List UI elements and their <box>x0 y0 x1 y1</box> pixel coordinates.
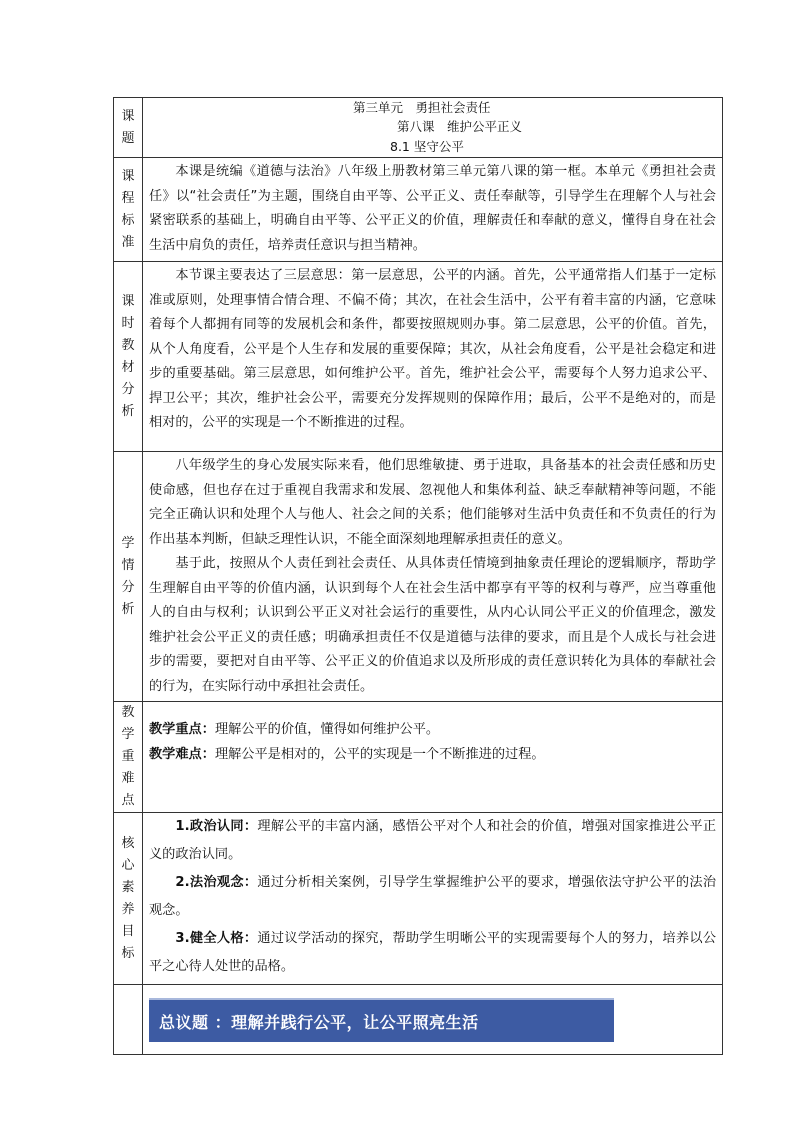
student-label-char-1: 学 <box>121 535 135 551</box>
literacy-item-3-text: 通过议学活动的探究，帮助学生明晰公平的实现需要每个人的努力，培养以公平之心待人处世的品格。 <box>149 931 717 974</box>
literacy-label-char-5: 目 <box>121 923 135 939</box>
topic-banner-text: 总议题 ：理解并践行公平，让公平照亮生活 <box>159 1013 479 1032</box>
student-label-char-3: 分 <box>121 579 135 595</box>
literacy-item-1-title: 1.政治认同： <box>175 819 258 834</box>
lesson-title: 第八课 维护公平正义 <box>397 119 523 134</box>
material-text: 本节课主要表达了三层意思：第一层意思，公平的内涵。首先，公平通常指人们基于一定标准或原则，处理事情合情合理、不偏不倚；其次，在社会生活中，公平有着丰富的内涵，它意味着每个人都拥有同等的发展机会和条件，都要按照规则办事。第二层意思，公平的价值。首先，从个人角度看，公平是个人生存和发展的重要保障；其次，从社会角度看，公平是社会稳定和进步的重要基础。第三层意思，如何维护公平。首先，维护社会公平，需要每个人努力追求公平、捍卫公平；其次，维护社会公平，需要充分发挥规则的保障作用；最后，公平不是绝对的，而是相对的，公平的实现是一个不断推进的过程。 <box>149 268 716 430</box>
keypoints-content-cell <box>143 702 723 813</box>
material-label-char-3: 教 <box>121 337 135 353</box>
standard-label-char-2: 程 <box>121 190 135 206</box>
literacy-item-1-text: 理解公平的丰富内涵，感悟公平对个人和社会的价值，增强对国家推进公平正义的政治认同。 <box>149 819 717 862</box>
literacy-item-3-title: 3.健全人格： <box>175 931 258 946</box>
lesson-plan-table <box>113 97 723 1055</box>
difficulty-label: 教学难点： <box>149 746 215 762</box>
student-label-cell <box>114 452 143 702</box>
material-row <box>114 262 723 452</box>
literacy-label-char-1: 核 <box>121 835 135 851</box>
focus-text: 理解公平的价值，懂得如何维护公平。 <box>214 722 440 737</box>
difficulty-line <box>149 743 716 768</box>
student-paragraph-1: 八年级学生的身心发展实际来看，他们思维敏捷、勇于进取，具备基本的社会责任感和历史使命感，但也存在过于重视自我需求和发展、忽视他人和集体利益、缺乏奉献精神等问题，不能完全正确认识和处理个人与他人、社会之间的关系；他们能够对生活中负责任和不负责任的行为作出基本判断，但缺乏理性认识，不能全面深刻地理解承担责任的意义。 <box>149 458 716 547</box>
material-label-cell <box>114 262 143 452</box>
material-label-char-5: 分 <box>121 381 135 397</box>
literacy-item-2-text: 通过分析相关案例，引导学生掌握维护公平的要求，增强依法守护公平的法治观念。 <box>149 875 717 918</box>
standard-label-cell <box>114 158 143 262</box>
keypoints-label-char-1: 教 <box>121 705 135 720</box>
keypoints-label-cell <box>114 702 143 813</box>
section-title: 8.1 坚守公平 <box>390 139 464 154</box>
keypoints-label-char-4: 难 <box>121 771 135 786</box>
title-label-char-2: 题 <box>121 130 135 146</box>
standard-content-cell <box>143 158 723 262</box>
standard-label-char-3: 标 <box>121 212 135 228</box>
difficulty-text: 理解公平是相对的，公平的实现是一个不断推进的过程。 <box>214 746 545 762</box>
standard-label-char-4: 准 <box>121 234 135 250</box>
student-label-char-2: 情 <box>121 557 135 573</box>
title-label-char-1: 课 <box>121 108 135 124</box>
literacy-content-cell <box>143 813 723 985</box>
literacy-item-2 <box>149 869 716 925</box>
keypoints-label-char-2: 学 <box>121 727 135 742</box>
material-label-char-4: 材 <box>121 359 135 375</box>
focus-label: 教学重点： <box>149 722 215 737</box>
literacy-item-2-title: 2.法治观念： <box>175 875 258 890</box>
literacy-label-char-3: 素 <box>121 879 135 895</box>
title-content-cell <box>143 98 723 158</box>
student-content-cell <box>143 452 723 702</box>
literacy-row <box>114 813 723 985</box>
standard-row <box>114 158 723 262</box>
student-row <box>114 452 723 702</box>
focus-line <box>149 718 716 743</box>
standard-label-char-1: 课 <box>121 168 135 184</box>
title-row <box>114 98 723 158</box>
student-label-char-4: 析 <box>121 601 135 617</box>
student-paragraph-2: 基于此，按照从个人责任到社会责任、从具体责任情境到抽象责任理论的逻辑顺序，帮助学生理解自由平等的价值内涵，认识到每个人在社会生活中都享有平等的权利与尊严，应当尊重他人的自由与权利；认识到公平正义对社会运行的重要性，从内心认同公平正义的价值理念，激发维护社会公平正义的责任感；明确承担责任不仅是道德与法律的要求，而且是个人成长与社会进步的需要，要把对自由平等、公平正义的价值追求以及所形成的责任意识转化为具体的奉献社会的行为，在实际行动中承担社会责任。 <box>149 556 716 694</box>
keypoints-row <box>114 702 723 813</box>
unit-title: 第三单元 勇担社会责任 <box>353 100 491 115</box>
title-label-cell <box>114 98 143 158</box>
material-content-cell <box>143 262 723 452</box>
topic-label-cell <box>114 985 143 1055</box>
topic-banner <box>149 998 614 1042</box>
material-label-char-2: 时 <box>121 315 135 331</box>
literacy-label-char-2: 心 <box>121 857 135 873</box>
material-label-char-6: 析 <box>121 403 135 419</box>
literacy-label-char-6: 标 <box>121 945 135 961</box>
keypoints-label-char-5: 点 <box>121 793 135 808</box>
material-label-char-1: 课 <box>121 293 135 309</box>
literacy-label-cell <box>114 813 143 985</box>
standard-text: 本课是统编《道德与法治》八年级上册教材第三单元第八课的第一框。本单元《勇担社会责任》以“社会责任”为主题，围绕自由平等、公平正义、责任奉献等，引导学生在理解个人与社会紧密联系的基础上，明确自由平等、公平正义的价值，理解责任和奉献的意义，懂得自身在社会生活中肩负的责任，培养责任意识与担当精神。 <box>149 164 716 253</box>
literacy-item-3 <box>149 925 716 981</box>
keypoints-label-char-3: 重 <box>121 749 135 764</box>
literacy-label-char-4: 养 <box>121 901 135 917</box>
literacy-item-1 <box>149 813 716 869</box>
